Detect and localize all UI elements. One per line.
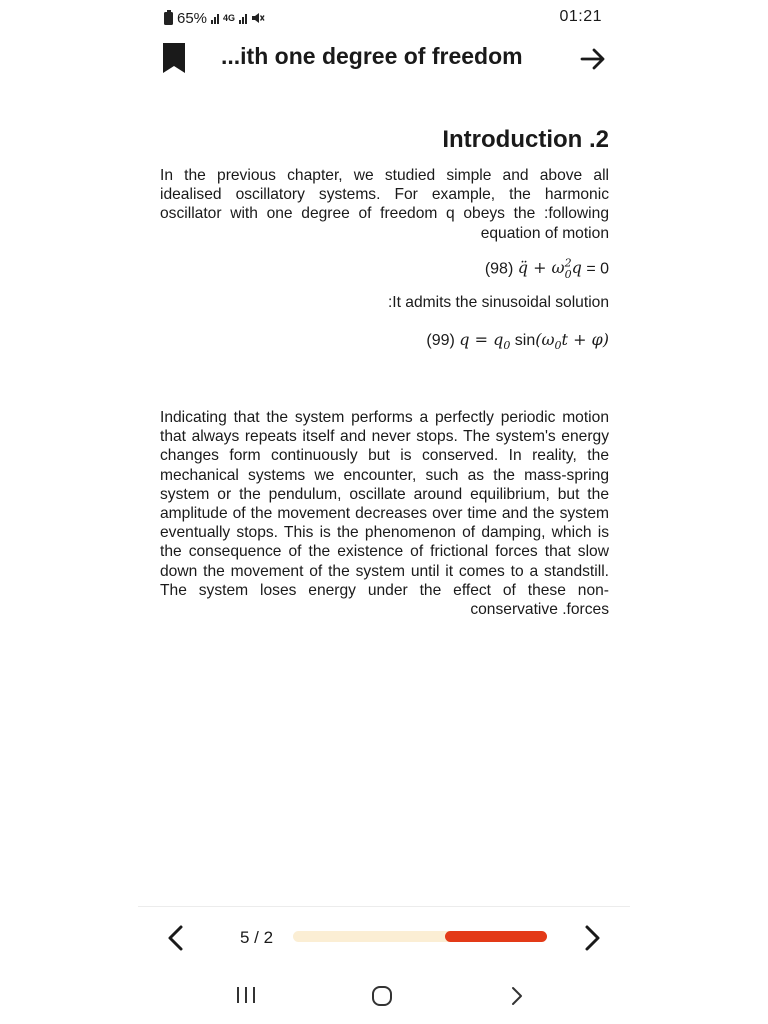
equation-99 — [160, 330, 609, 352]
signal-icon — [211, 12, 219, 24]
status-bar-left — [164, 9, 265, 27]
home-icon[interactable] — [371, 985, 393, 1007]
recent-apps-icon[interactable] — [235, 986, 257, 1004]
pager-divider — [138, 906, 630, 907]
equation-number: (98) — [484, 260, 514, 278]
chevron-left-icon[interactable] — [164, 924, 188, 952]
clock: 01:21 — [559, 8, 602, 25]
mute-icon — [251, 11, 265, 25]
equation-func: sin — [514, 332, 536, 349]
back-icon[interactable] — [509, 985, 525, 1007]
bookmark-icon[interactable] — [162, 42, 186, 74]
reading-progress-fill — [445, 931, 547, 942]
equation-rhs: = 0 — [586, 260, 609, 278]
solution-intro: :It admits the sinusoidal solution — [387, 294, 609, 311]
paragraph-damping: Indicating that the system performs a perfectly periodic motion that always repeats itself and never stops. The system's energy changes form continuously but is conserved. In reality, the mechanical systems we encounter, such as the mass-spring system or the pendulum, oscillate around equilibrium, but the amplitude of the movement decreases over time and the system eventually stops. This is the phenomenon of damping, which is the consequence of the existence of frictional forces that slow down the movement of the system until it comes to a standstill. The system loses energy under the effect of these non-conservative .forces — [160, 409, 609, 619]
section-heading: Introduction .2 — [442, 126, 609, 153]
signal-icon-2 — [239, 12, 247, 24]
equation-number: (99) — [426, 332, 455, 349]
paragraph-intro: In the previous chapter, we studied simple and above all idealised oscillatory systems. For example, the harmonic oscillator with one degree of freedom q obeys the :following equation of motion — [160, 167, 609, 242]
network-type: 4G — [223, 13, 236, 23]
arrow-right-icon[interactable] — [579, 46, 607, 72]
battery-icon — [164, 12, 173, 25]
page-indicator: 5 / 2 — [240, 928, 274, 947]
equation-98 — [160, 257, 609, 281]
chevron-right-icon[interactable] — [580, 924, 604, 952]
document-title: ...ith one degree of freedom — [221, 43, 523, 69]
equation-lhs: $q = q_0$ — [459, 330, 511, 353]
equation-args: $(\omega_0t + \varphi)$ — [535, 330, 609, 353]
battery-level: 65% — [177, 9, 208, 27]
reading-progress-bar[interactable] — [293, 931, 547, 942]
equation-lhs: q̈ + $\omega^2_0q$ — [517, 257, 582, 281]
